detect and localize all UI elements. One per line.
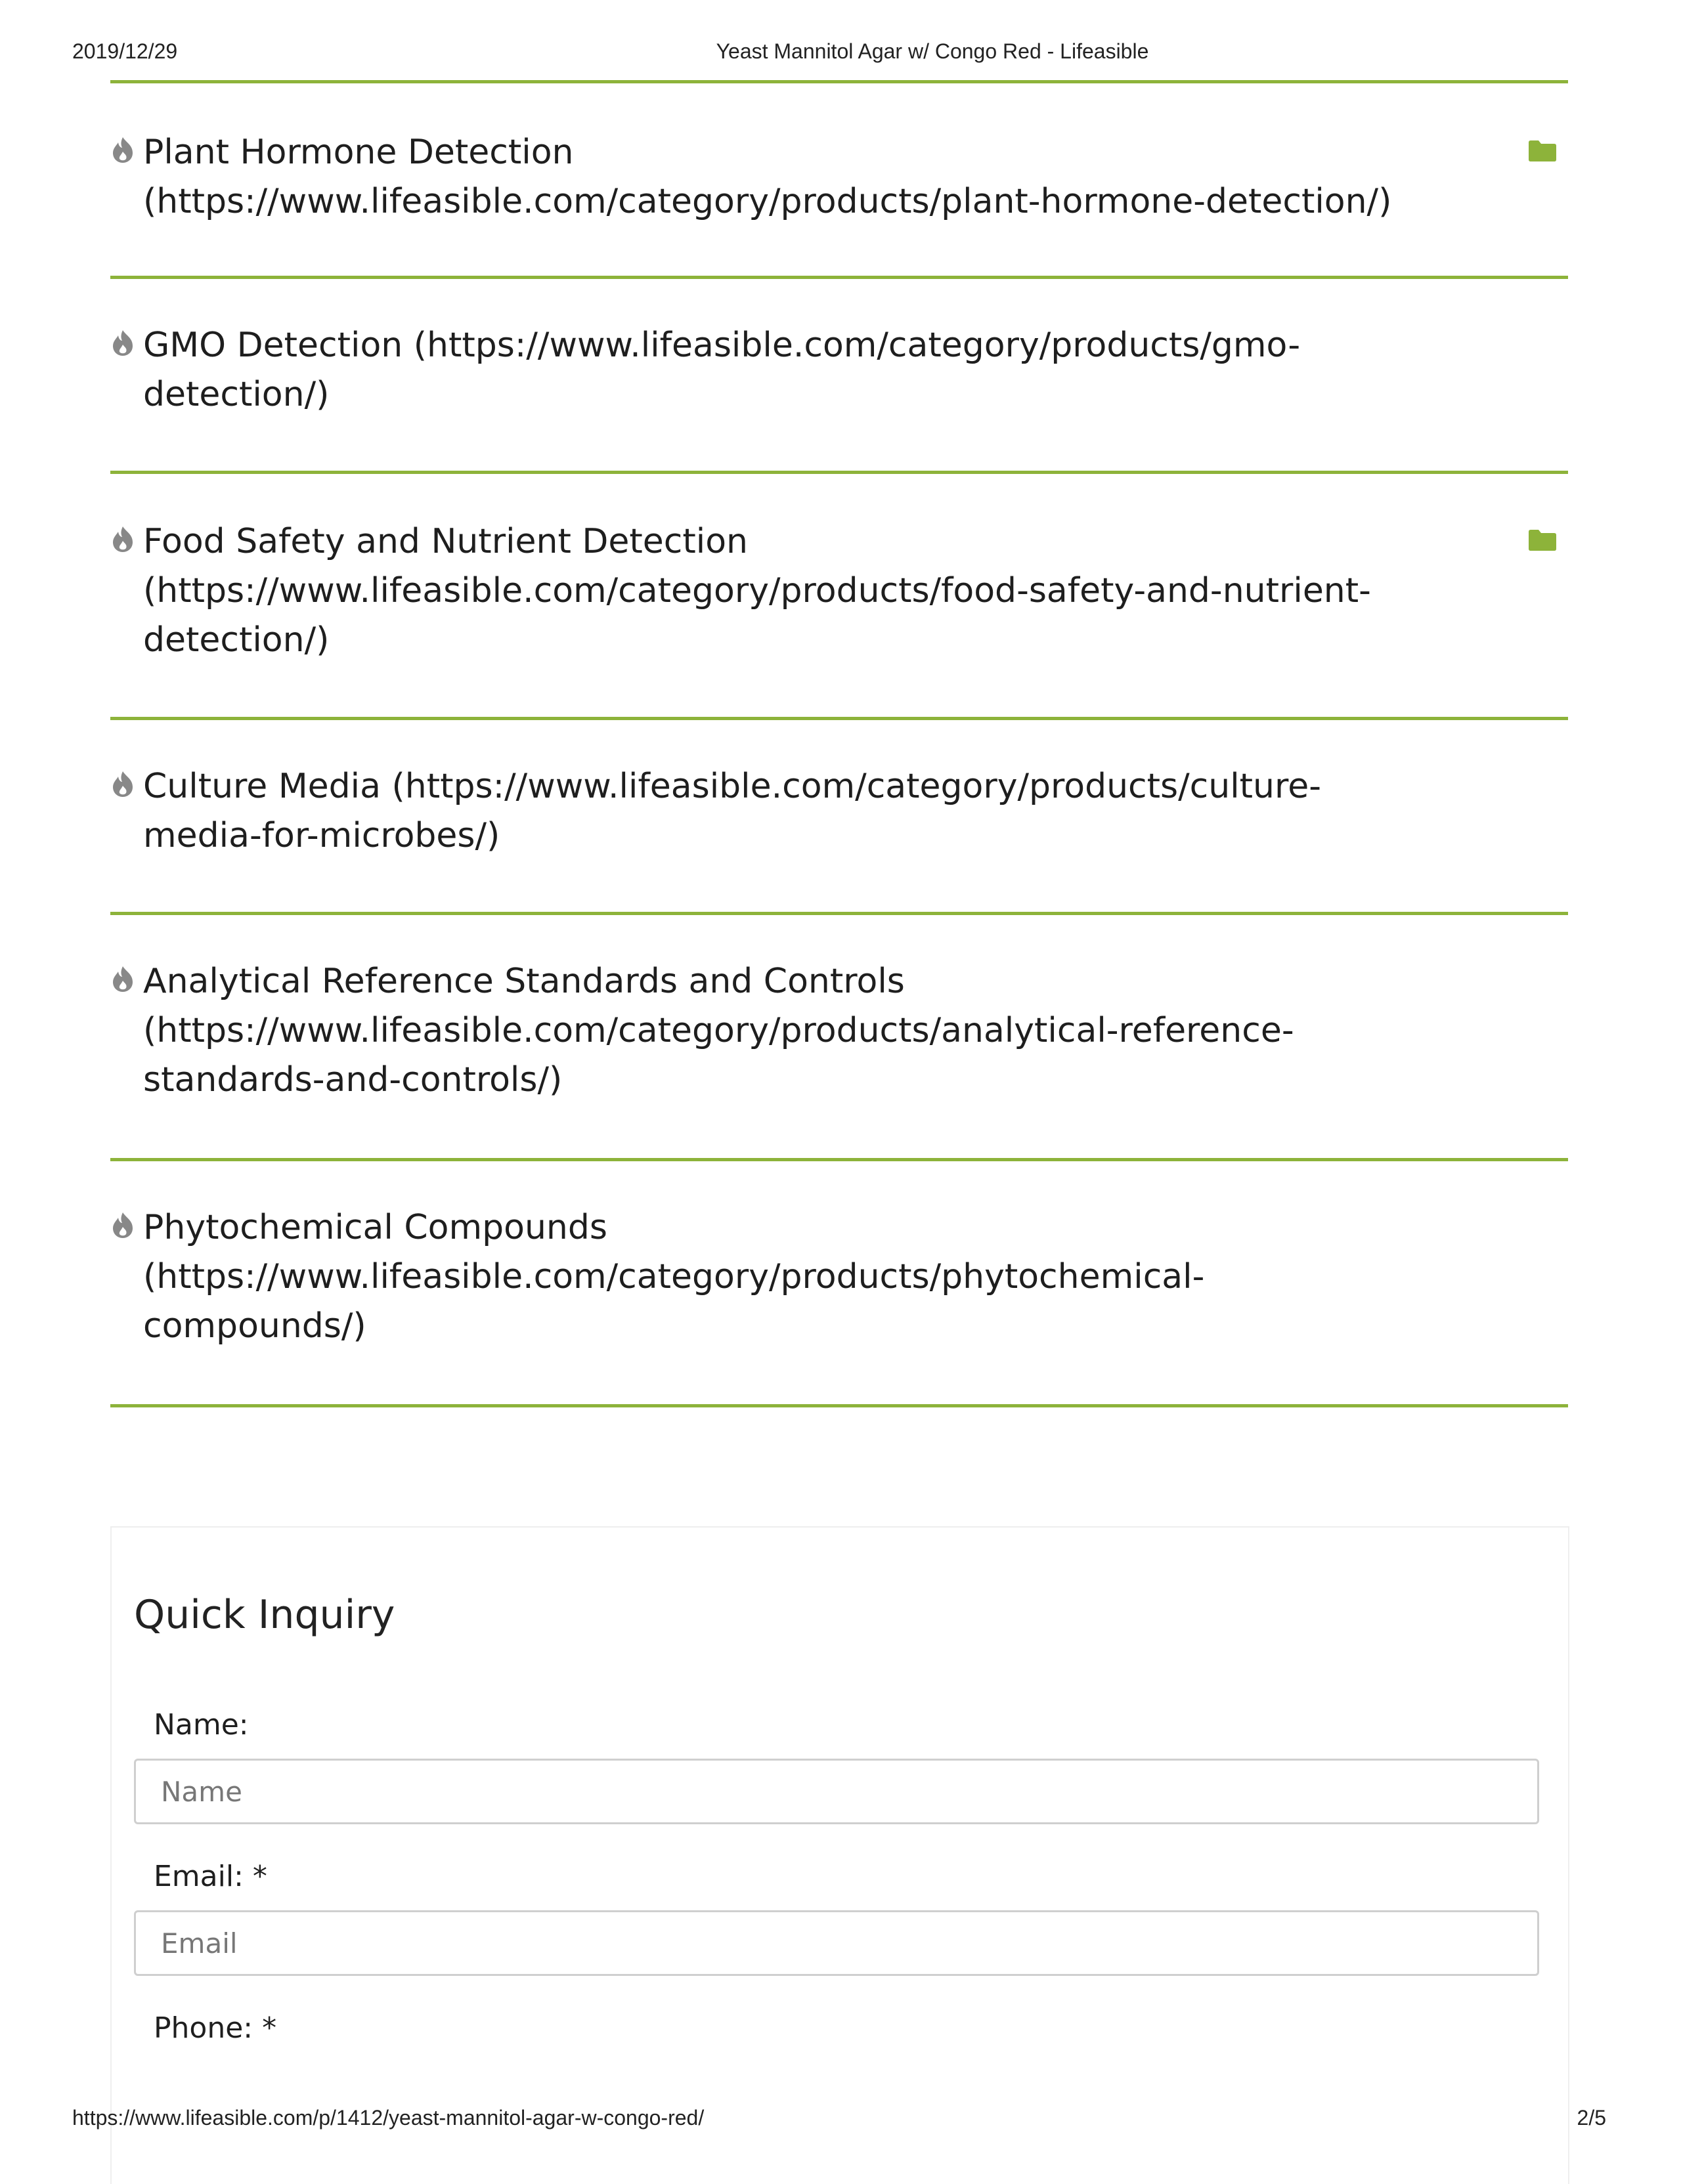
flame-icon	[110, 329, 135, 356]
category-title: Phytochemical Compounds	[143, 1208, 607, 1247]
category-item-food-safety[interactable]	[110, 474, 1568, 717]
category-item-plant-hormone-detection[interactable]	[110, 83, 1568, 276]
category-url-cont: detection/)	[143, 620, 330, 660]
quick-inquiry-form	[110, 1526, 1569, 2184]
name-input[interactable]	[134, 1759, 1539, 1824]
flame-icon	[110, 525, 135, 553]
category-title: Analytical Reference Standards and Controls	[143, 962, 905, 1001]
category-title: GMO Detection (https://www.lifeasible.com/category/products/gmo-	[143, 326, 1301, 365]
category-url-cont: standards-and-controls/)	[143, 1060, 563, 1100]
category-item-phytochemical-compounds[interactable]	[110, 1161, 1568, 1404]
category-url: media-for-microbes/)	[143, 816, 500, 855]
category-item-culture-media[interactable]	[110, 720, 1568, 912]
category-title: Plant Hormone Detection	[143, 133, 574, 172]
category-list	[110, 80, 1568, 1407]
category-title: Culture Media (https://www.lifeasible.com/category/products/culture-	[143, 767, 1321, 806]
print-footer	[0, 2106, 1681, 2133]
divider	[110, 1404, 1568, 1407]
flame-icon	[110, 1211, 135, 1239]
category-title: Food Safety and Nutrient Detection	[143, 522, 748, 561]
print-page-number: 2/5	[1577, 2106, 1606, 2130]
folder-icon[interactable]	[1527, 140, 1558, 162]
category-url: detection/)	[143, 375, 330, 414]
flame-icon	[110, 136, 135, 163]
quick-inquiry-title: Quick Inquiry	[134, 1592, 395, 1638]
category-item-analytical-reference[interactable]	[110, 915, 1568, 1158]
print-header	[0, 39, 1681, 67]
email-label: Email: *	[154, 1860, 267, 1893]
flame-icon	[110, 770, 135, 798]
category-url: (https://www.lifeasible.com/category/products/food-safety-and-nutrient-	[143, 571, 1371, 610]
print-date: 2019/12/29	[72, 39, 178, 63]
category-item-gmo-detection[interactable]	[110, 279, 1568, 471]
phone-label: Phone: *	[154, 2011, 277, 2045]
print-page-title: Yeast Mannitol Agar w/ Congo Red - Lifeasible	[716, 39, 1149, 63]
folder-icon[interactable]	[1527, 529, 1558, 551]
email-input[interactable]	[134, 1910, 1539, 1976]
flame-icon	[110, 965, 135, 993]
category-url: (https://www.lifeasible.com/category/products/analytical-reference-	[143, 1011, 1294, 1050]
category-url: (https://www.lifeasible.com/category/products/plant-hormone-detection/)	[143, 182, 1392, 221]
category-url: (https://www.lifeasible.com/category/products/phytochemical-	[143, 1257, 1205, 1296]
category-url-cont: compounds/)	[143, 1306, 366, 1346]
name-label: Name:	[154, 1708, 249, 1742]
print-page-url: https://www.lifeasible.com/p/1412/yeast-mannitol-agar-w-congo-red/	[72, 2106, 705, 2130]
